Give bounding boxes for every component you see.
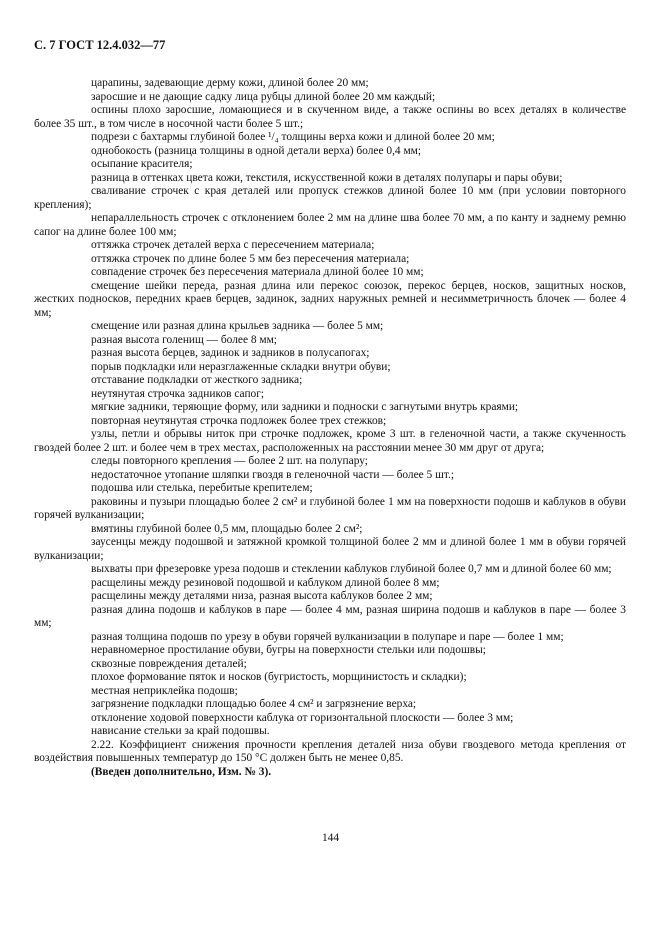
paragraph-13: смещение шейки переда, разная длина или перекос союзок, перекос берцев, носков, защитных носков, жестких подносков, передних краев берцев, задинок, задних наружных ремней и несимметричность блочек — более 4 мм; <box>34 279 626 319</box>
paragraph-9: непараллельность строчек с отклонением более 2 мм на длине шва более 70 мм, а по канту и заднему ремню сапог на длине более 100 мм; <box>34 212 626 238</box>
paragraph-6: осыпание красителя; <box>91 158 193 170</box>
page-header: С. 7 ГОСТ 12.4.032—77 <box>34 38 166 52</box>
paragraph-28: заусенцы между подошвой и затяжной кромкой толщиной более 2 мм и длиной более 1 мм в обуви горячей вулканизации; <box>34 536 626 562</box>
paragraph-24: недостаточное утопание шляпки гвоздя в геленочной части — более 5 шт.; <box>91 468 455 481</box>
document-body <box>34 77 626 779</box>
paragraph-5: однобокость (разница толщины в одной детали верха) более 0,4 мм; <box>91 144 422 157</box>
paragraph-11: оттяжка строчек по длине более 5 мм без пересечения материала; <box>91 252 410 265</box>
paragraph-22: узлы, петли и обрывы ниток при строчке подложек, кроме 3 шт. в геленочной части, а также скученность гвоздей более 2 шт. и более чем в трех местах, расположенных на расстоянии менее 30 мм друг от друга; <box>34 428 626 454</box>
paragraph-29: выхваты при фрезеровке уреза подошв и стеклении каблуков глубиной более 0,7 мм и длиной более 60 мм; <box>91 563 612 575</box>
paragraph-36: плохое формование пяток и носков (бугристость, морщинистость и складки); <box>91 671 467 683</box>
amendment-note: (Введен дополнительно, Изм. № 3). <box>91 765 272 778</box>
section-2-22: 2.22. Коэффициент снижения прочности крепления деталей низа обуви гвоздевого метода крепления от воздействия повышенных температур до 150 °С должен быть не менее 0,85. <box>34 738 626 764</box>
paragraph-39: отклонение ходовой поверхности каблука от горизонтальной плоскости — более 3 мм; <box>91 711 514 724</box>
paragraph-35: сквозные повреждения деталей; <box>91 657 247 670</box>
paragraph-1: царапины, задевающие дерму кожи, длиной более 20 мм; <box>91 77 369 89</box>
paragraph-32: разная длина подошв и каблуков в паре — более 4 мм, разная ширина подошв и каблуков в паре — более 3 мм; <box>34 603 626 629</box>
page-number: 144 <box>321 832 340 844</box>
paragraph-21: повторная неутянутая строчка подложек более трех стежков; <box>91 414 387 427</box>
paragraph-33: разная толщина подошв по урезу в обуви горячей вулканизации в полупаре и паре — более 1 мм; <box>91 630 564 643</box>
paragraph-26: раковины и пузыри площадью более 2 см² и глубиной более 1 мм на поверхности подошв и каблуков в обуви горячей вулканизации; <box>34 495 626 521</box>
paragraph-31: расщелины между деталями низа, разная высота каблуков более 2 мм; <box>91 590 433 602</box>
paragraph-8: сваливание строчек с края деталей или пропуск стежков длиной более 10 мм (при условии повторного крепления); <box>34 185 626 211</box>
paragraph-38: загрязнение подкладки площадью более 4 см² и загрязнение верха; <box>91 698 417 710</box>
paragraph-16: разная высота берцев, задинок и задников в полусапогах; <box>91 347 370 359</box>
paragraph-4: подрези с бахтармы глубиной более ¹/₄ толщины верха кожи и длиной более 20 мм; <box>91 131 495 143</box>
paragraph-18: отставание подкладки от жесткого задника; <box>91 374 303 386</box>
paragraph-20: мягкие задники, теряющие форму, или задники и подноски с загнутыми внутрь краями; <box>91 401 519 413</box>
paragraph-25: подошва или стелька, перебитые крепителем; <box>91 482 313 494</box>
paragraph-34: неравномерное простилание обуви, бугры на поверхности стельки или подошвы; <box>91 644 486 656</box>
paragraph-10: оттяжка строчек деталей верха с пересечением материала; <box>91 239 375 251</box>
paragraph-15: разная высота голенищ — более 8 мм; <box>91 333 277 346</box>
paragraph-19: неутянутая строчка задников сапог; <box>91 387 265 400</box>
paragraph-27: вмятины глубиной более 0,5 мм, площадью более 2 см²; <box>91 522 363 535</box>
paragraph-7: разница в оттенках цвета кожи, текстиля, искусственной кожи в деталях полупары и пары обуви; <box>91 171 563 184</box>
paragraph-12: совпадение строчек без пересечения материала длиной более 10 мм; <box>91 266 424 278</box>
paragraph-37: местная неприклейка подошв; <box>91 684 238 697</box>
paragraph-23: следы повторного крепления — более 2 шт. на полупару; <box>91 455 368 467</box>
paragraph-17: порыв подкладки или неразглаженные складки внутри обуви; <box>91 360 391 373</box>
paragraph-40: нависание стельки за край подошвы. <box>91 725 270 737</box>
paragraph-3: оспины плохо заросшие, ломающиеся и в скученном виде, а также оспины во всех деталях в количестве более 35 шт., в том числе в носочной части более 5 шт.; <box>34 104 626 130</box>
paragraph-14: смещение или разная длина крыльев задника — более 5 мм; <box>91 320 384 332</box>
paragraph-2: заросшие и не дающие садку лица рубцы длиной более 20 мм каждый; <box>91 90 436 103</box>
paragraph-30: расщелины между резиновой подошвой и каблуком длиной более 8 мм; <box>91 576 440 589</box>
